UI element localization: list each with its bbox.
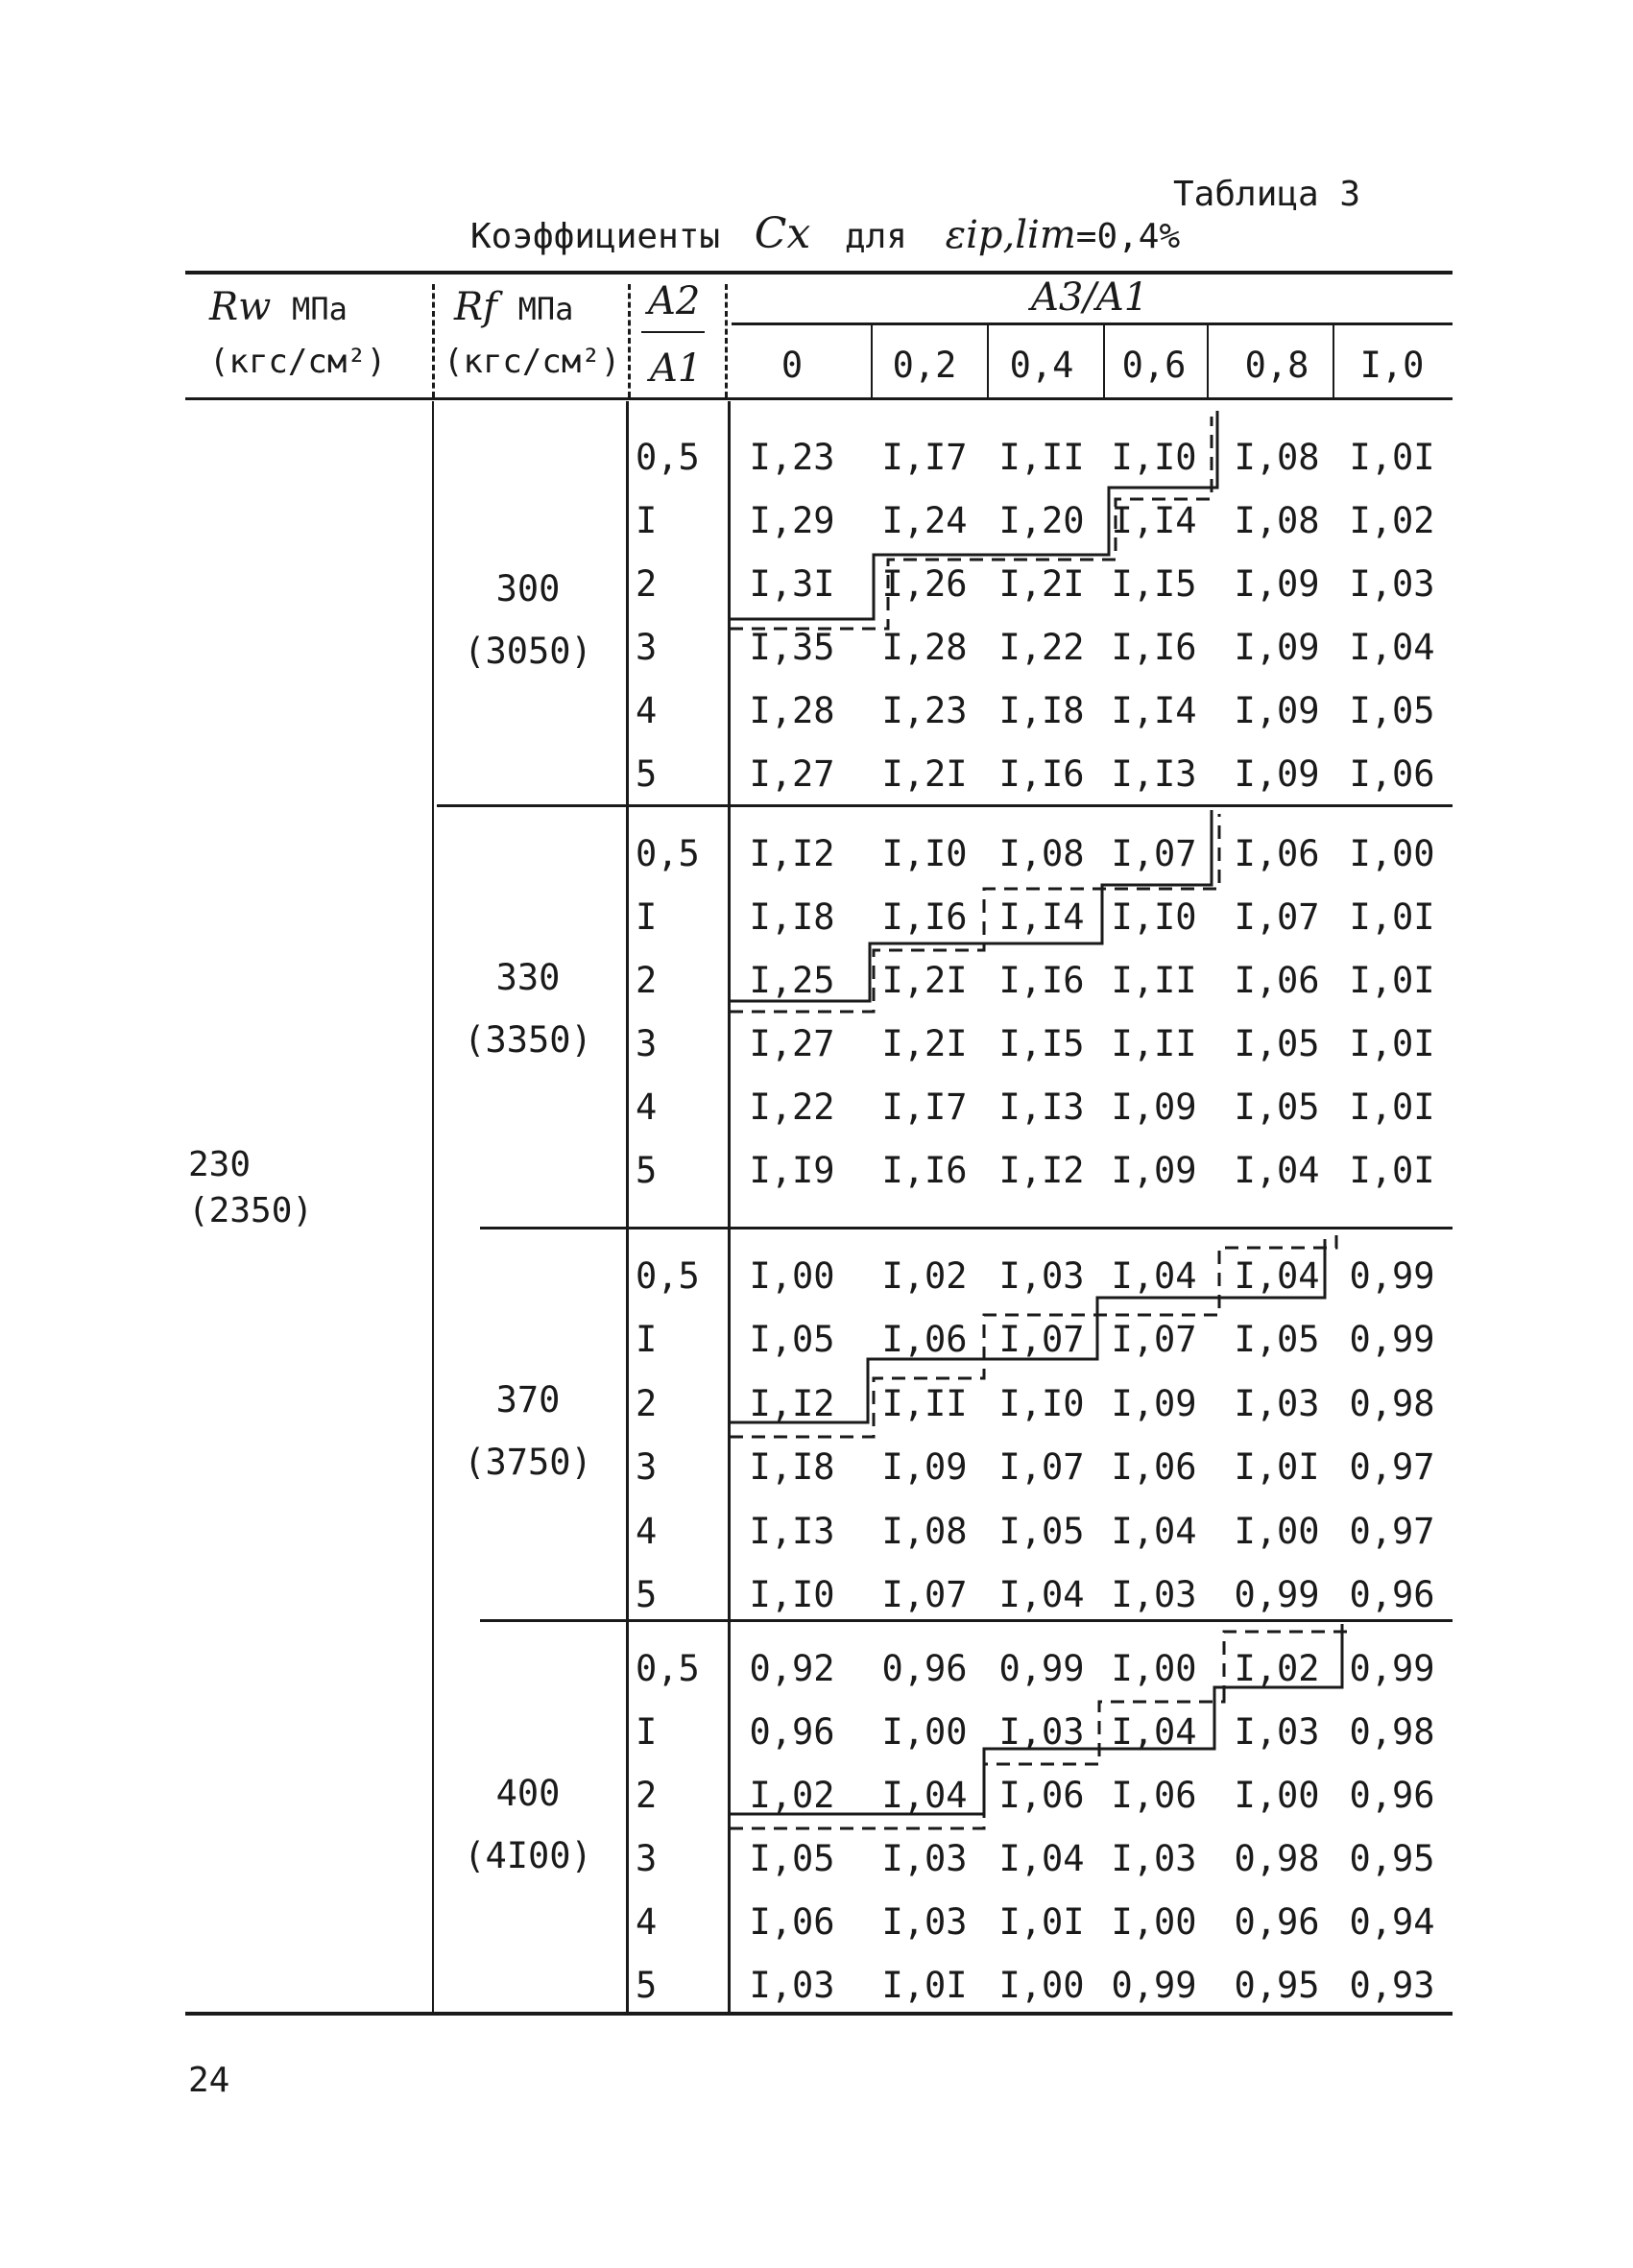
- rw-symbol: Rw: [209, 285, 272, 329]
- table-cell: I,05: [1234, 1023, 1320, 1064]
- table-cell: I,I7: [881, 437, 968, 478]
- table-cell: I,07: [998, 1319, 1085, 1361]
- table-cell: 0,98: [1349, 1382, 1435, 1424]
- table-cell: I,09: [1111, 1150, 1197, 1191]
- table-cell: 0,96: [1234, 1901, 1320, 1943]
- a2a1-value: 5: [636, 1574, 658, 1615]
- table-cell: 0,99: [1349, 1319, 1435, 1361]
- table-cell: I,07: [1111, 833, 1197, 874]
- table-cell: I,26: [881, 563, 968, 605]
- table-cell: I,04: [1111, 1711, 1197, 1753]
- column-header: 0,4: [1009, 345, 1074, 386]
- table-cell: I,I3: [1111, 753, 1197, 795]
- table-cell: I,04: [998, 1574, 1085, 1615]
- table-cell: I,00: [1111, 1901, 1197, 1943]
- table-cell: 0,98: [1349, 1711, 1435, 1753]
- table-cell: I,I0: [881, 833, 968, 874]
- table-cell: I,05: [749, 1838, 835, 1879]
- table-cell: I,I4: [1111, 500, 1197, 541]
- table-cell: I,II: [1111, 960, 1197, 1001]
- a2a1-value: 2: [636, 960, 658, 1001]
- table-cell: I,I3: [749, 1510, 835, 1552]
- table-cell: I,22: [749, 1086, 835, 1128]
- table-cell: 0,99: [1234, 1574, 1320, 1615]
- table-cell: I,25: [749, 960, 835, 1001]
- table-cell: I,00: [1349, 833, 1435, 874]
- table-cell: I,05: [749, 1319, 835, 1361]
- table-cell: 0,96: [749, 1711, 835, 1753]
- table-cell: I,04: [1111, 1510, 1197, 1552]
- table-cell: 0,94: [1349, 1901, 1435, 1943]
- table-cell: I,06: [1234, 833, 1320, 874]
- table-cell: I,II: [998, 437, 1085, 478]
- column-header: 0,2: [892, 345, 957, 386]
- table-cell: I,29: [749, 500, 835, 541]
- a2a1-value: 3: [636, 1023, 658, 1064]
- a2a1-value: 5: [636, 1965, 658, 2006]
- a2a1-value: 5: [636, 1150, 658, 1191]
- a2a1-value: 5: [636, 753, 658, 795]
- table-cell: I,05: [1234, 1086, 1320, 1128]
- table-cell: I,08: [881, 1510, 968, 1552]
- title-prefix: Коэффициенты: [470, 217, 721, 256]
- a2a1-value: 0,5: [636, 833, 700, 874]
- column-header: 0,6: [1121, 345, 1187, 386]
- table-cell: I,03: [1234, 1711, 1320, 1753]
- table-cell: I,I6: [881, 896, 968, 938]
- a2a1-value: 3: [636, 1446, 658, 1489]
- rf-value: 370: [495, 1379, 561, 1420]
- table-cell: 0,99: [1349, 1648, 1435, 1689]
- rw-value: 230: [188, 1145, 252, 1184]
- table-cell: I,09: [1111, 1086, 1197, 1128]
- table-cell: I,28: [881, 627, 968, 668]
- table-cell: I,23: [749, 437, 835, 478]
- table-cell: I,03: [749, 1965, 835, 2006]
- table-cell: I,06: [1111, 1446, 1197, 1489]
- table-cell: I,07: [998, 1446, 1085, 1489]
- header-a1: A1: [650, 346, 703, 391]
- a2a1-value: 3: [636, 1838, 658, 1879]
- table-cell: I,00: [749, 1255, 835, 1297]
- table-cell: I,I0: [749, 1574, 835, 1615]
- table-cell: I,23: [881, 690, 968, 731]
- table-cell: I,07: [1234, 896, 1320, 938]
- table-cell: 0,99: [1349, 1255, 1435, 1297]
- table-cell: I,28: [749, 690, 835, 731]
- table-cell: I,09: [1234, 753, 1320, 795]
- table-cell: I,0I: [998, 1901, 1085, 1943]
- title-condition-value: =0,4%: [1075, 217, 1181, 256]
- table-cell: I,I2: [749, 1382, 835, 1424]
- rw-value-alt: (2350): [188, 1191, 314, 1230]
- table-cell: I,09: [881, 1446, 968, 1489]
- rf-value-alt: (3750): [464, 1442, 592, 1483]
- rf-value-alt: (4I00): [464, 1835, 592, 1876]
- table-cell: I,2I: [881, 753, 968, 795]
- table-cell: I,2I: [998, 563, 1085, 605]
- table-cell: I,03: [881, 1901, 968, 1943]
- table-cell: I,0I: [1349, 896, 1435, 938]
- table-cell: I,02: [749, 1775, 835, 1816]
- table-cell: I,08: [998, 833, 1085, 874]
- table-cell: 0,97: [1349, 1446, 1435, 1489]
- table-cell: I,05: [998, 1510, 1085, 1552]
- rf-symbol: Rf: [454, 285, 497, 329]
- table-cell: I,02: [881, 1255, 968, 1297]
- table-cell: 0,96: [1349, 1775, 1435, 1816]
- title-symbol: Cx: [754, 209, 811, 258]
- table-cell: 0,93: [1349, 1965, 1435, 2006]
- table-cell: I,0I: [1349, 1086, 1435, 1128]
- table-cell: I,09: [1234, 690, 1320, 731]
- table-cell: I,I6: [881, 1150, 968, 1191]
- a2a1-value: 0,5: [636, 437, 700, 478]
- a2a1-value: 4: [636, 1901, 658, 1943]
- table-cell: I,09: [1111, 1382, 1197, 1424]
- table-cell: I,06: [1234, 960, 1320, 1001]
- table-cell: I,03: [1234, 1382, 1320, 1424]
- rw-unit: МПа: [292, 291, 348, 327]
- table-cell: I,II: [881, 1382, 968, 1424]
- table-cell: I,09: [1234, 627, 1320, 668]
- table-cell: I,27: [749, 753, 835, 795]
- table-cell: I,06: [1349, 753, 1435, 795]
- table-cell: I,06: [998, 1775, 1085, 1816]
- table-cell: I,I6: [1111, 627, 1197, 668]
- table-cell: I,04: [1234, 1150, 1320, 1191]
- table-cell: I,0I: [1349, 437, 1435, 478]
- table-cell: I,00: [1111, 1648, 1197, 1689]
- a2a1-value: I: [636, 896, 658, 938]
- a2a1-value: I: [636, 1711, 658, 1753]
- table-cell: I,2I: [881, 960, 968, 1001]
- table-cell: I,04: [1111, 1255, 1197, 1297]
- table-cell: I,I5: [1111, 563, 1197, 605]
- table-cell: I,24: [881, 500, 968, 541]
- rf-value: 400: [495, 1773, 561, 1814]
- a2a1-value: 4: [636, 1086, 658, 1128]
- column-header: I,0: [1359, 345, 1425, 386]
- column-header: 0,8: [1244, 345, 1309, 386]
- table-cell: I,I0: [1111, 437, 1197, 478]
- table-cell: I,07: [1111, 1319, 1197, 1361]
- table-cell: I,I6: [998, 753, 1085, 795]
- a2a1-value: 2: [636, 1382, 658, 1424]
- table-cell: I,3I: [749, 563, 835, 605]
- table-cell: I,0I: [1349, 960, 1435, 1001]
- title-for: для: [844, 217, 907, 256]
- table-cell: I,0I: [1349, 1150, 1435, 1191]
- table-cell: I,05: [1234, 1319, 1320, 1361]
- table-cell: 0,92: [749, 1648, 835, 1689]
- table-cell: I,20: [998, 500, 1085, 541]
- a2a1-value: 2: [636, 1775, 658, 1816]
- table-cell: I,08: [1234, 500, 1320, 541]
- table-cell: I,0I: [881, 1965, 968, 2006]
- table-cell: I,03: [1111, 1574, 1197, 1615]
- header-rw-alt: (кгс/см²): [209, 343, 387, 381]
- a2a1-value: 0,5: [636, 1648, 700, 1689]
- table-cell: 0,96: [1349, 1574, 1435, 1615]
- a2a1-value: 2: [636, 563, 658, 605]
- rf-value: 300: [495, 568, 561, 609]
- table-label: Таблица 3: [1173, 175, 1361, 214]
- table-cell: I,I4: [998, 896, 1085, 938]
- table-cell: I,04: [1349, 627, 1435, 668]
- table-cell: I,00: [1234, 1510, 1320, 1552]
- table-cell: I,0I: [1349, 1023, 1435, 1064]
- table-cell: 0,99: [998, 1648, 1085, 1689]
- table-cell: I,35: [749, 627, 835, 668]
- table-cell: I,03: [881, 1838, 968, 1879]
- table-cell: I,22: [998, 627, 1085, 668]
- rf-value-alt: (3350): [464, 1019, 592, 1061]
- header-a2: A2: [648, 279, 701, 323]
- table-cell: I,2I: [881, 1023, 968, 1064]
- rf-value: 330: [495, 957, 561, 998]
- table-cell: I,07: [881, 1574, 968, 1615]
- table-cell: 0,95: [1234, 1965, 1320, 2006]
- title-condition-symbol: εip,lim: [945, 213, 1076, 257]
- table-cell: I,0I: [1234, 1446, 1320, 1489]
- table-cell: 0,95: [1349, 1838, 1435, 1879]
- table-cell: I,00: [998, 1965, 1085, 2006]
- table-cell: I,02: [1234, 1648, 1320, 1689]
- table-cell: I,08: [1234, 437, 1320, 478]
- table-cell: I,I7: [881, 1086, 968, 1128]
- table-cell: I,06: [749, 1901, 835, 1943]
- a2a1-value: 4: [636, 1510, 658, 1552]
- table-cell: 0,98: [1234, 1838, 1320, 1879]
- table-cell: I,I5: [998, 1023, 1085, 1064]
- table-cell: I,04: [1234, 1255, 1320, 1297]
- table-cell: I,06: [881, 1319, 968, 1361]
- rf-value-alt: (3050): [464, 631, 592, 672]
- table-cell: I,03: [1349, 563, 1435, 605]
- rf-unit: МПа: [517, 291, 574, 327]
- page-number: 24: [188, 2061, 230, 2100]
- table-cell: I,I0: [998, 1382, 1085, 1424]
- table-cell: 0,97: [1349, 1510, 1435, 1552]
- header-a3a1: A3/A1: [1031, 275, 1149, 320]
- table-cell: I,I2: [998, 1150, 1085, 1191]
- table-cell: I,I8: [749, 896, 835, 938]
- table-cell: I,II: [1111, 1023, 1197, 1064]
- column-header: 0: [780, 345, 804, 386]
- table-cell: I,I0: [1111, 896, 1197, 938]
- table-cell: I,I6: [998, 960, 1085, 1001]
- table-cell: I,05: [1349, 690, 1435, 731]
- a2a1-value: 4: [636, 690, 658, 731]
- table-cell: I,03: [998, 1711, 1085, 1753]
- table-cell: I,06: [1111, 1775, 1197, 1816]
- table-cell: I,I8: [749, 1446, 835, 1489]
- table-cell: I,03: [998, 1255, 1085, 1297]
- table-cell: I,I9: [749, 1150, 835, 1191]
- table-cell: 0,99: [1111, 1965, 1197, 2006]
- table-cell: I,I8: [998, 690, 1085, 731]
- table-cell: I,04: [998, 1838, 1085, 1879]
- table-cell: I,27: [749, 1023, 835, 1064]
- table-cell: I,I4: [1111, 690, 1197, 731]
- a2a1-value: I: [636, 1319, 658, 1361]
- table-cell: I,02: [1349, 500, 1435, 541]
- a2a1-value: 0,5: [636, 1255, 700, 1297]
- table-cell: 0,96: [881, 1648, 968, 1689]
- a2a1-value: 3: [636, 627, 658, 668]
- table-cell: I,04: [881, 1775, 968, 1816]
- table-cell: I,03: [1111, 1838, 1197, 1879]
- header-rf-alt: (кгс/см²): [444, 343, 621, 381]
- table-cell: I,I2: [749, 833, 835, 874]
- a2a1-value: I: [636, 500, 658, 541]
- table-cell: I,I3: [998, 1086, 1085, 1128]
- table-cell: I,00: [881, 1711, 968, 1753]
- table-cell: I,00: [1234, 1775, 1320, 1816]
- table-cell: I,09: [1234, 563, 1320, 605]
